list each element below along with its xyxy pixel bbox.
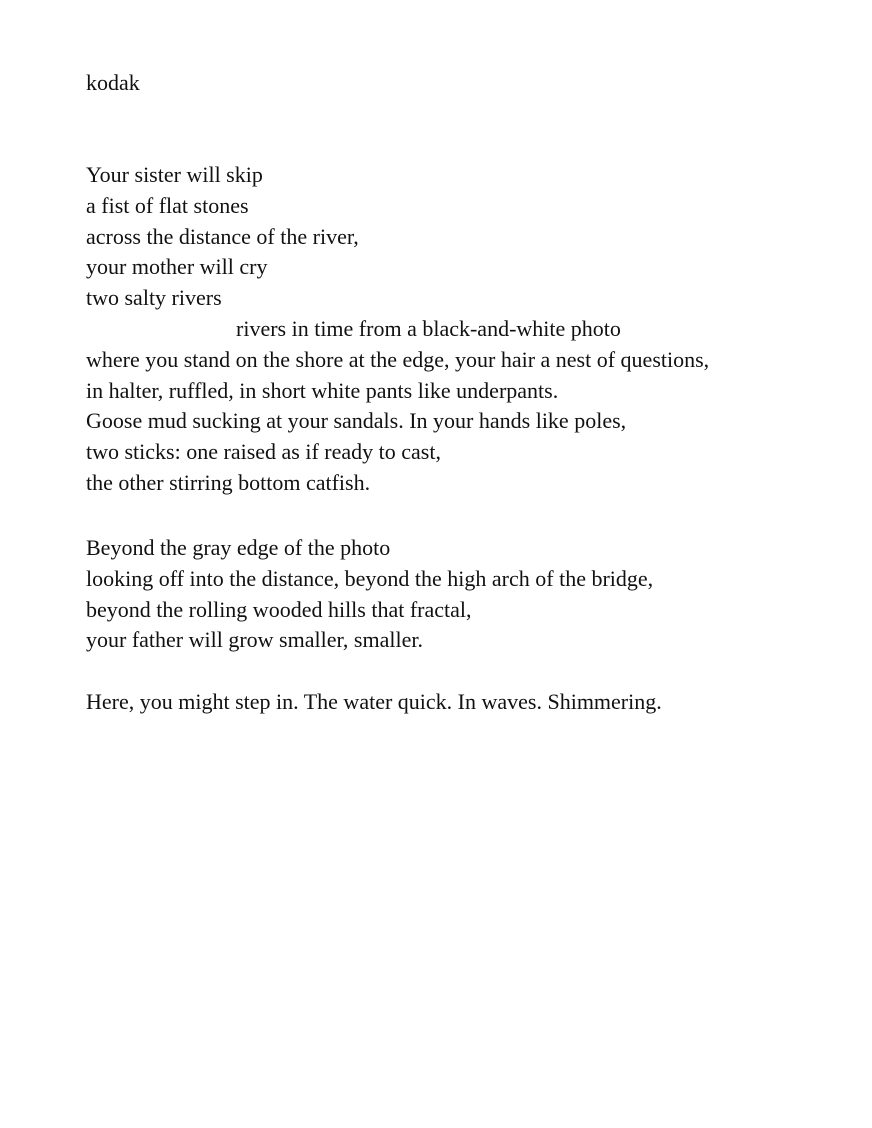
poem-line-indented: rivers in time from a black-and-white photo <box>236 315 621 341</box>
poem-line: your father will grow smaller, smaller. <box>86 627 423 653</box>
poem-line: looking off into the distance, beyond the high arch of the bridge, <box>86 565 654 591</box>
poem-line: Beyond the gray edge of the photo <box>86 535 391 560</box>
poem-line: Goose mud sucking at your sandals. In your hands like poles, <box>86 408 627 434</box>
poem-line: Your sister will skip <box>86 162 263 187</box>
stanza-3 <box>86 687 662 718</box>
poem-line: a fist of flat stones <box>86 192 249 218</box>
stanza-1 <box>86 160 709 499</box>
poem-line: two salty rivers <box>86 285 222 311</box>
poem-title: kodak <box>86 70 140 95</box>
poem-line: beyond the rolling wooded hills that fractal, <box>86 596 472 622</box>
poem-line: the other stirring bottom catfish. <box>86 469 371 495</box>
poem-line: two sticks: one raised as if ready to cast, <box>86 439 441 465</box>
poem-line: in halter, ruffled, in short white pants like underpants. <box>86 377 559 403</box>
poem-line: where you stand on the shore at the edge, your hair a nest of questions, <box>86 346 710 372</box>
poem-line: Here, you might step in. The water quick. In waves. Shimmering. <box>86 689 662 714</box>
poem-line: your mother will cry <box>86 254 268 280</box>
stanza-2 <box>86 533 653 656</box>
poem-line: across the distance of the river, <box>86 223 359 249</box>
